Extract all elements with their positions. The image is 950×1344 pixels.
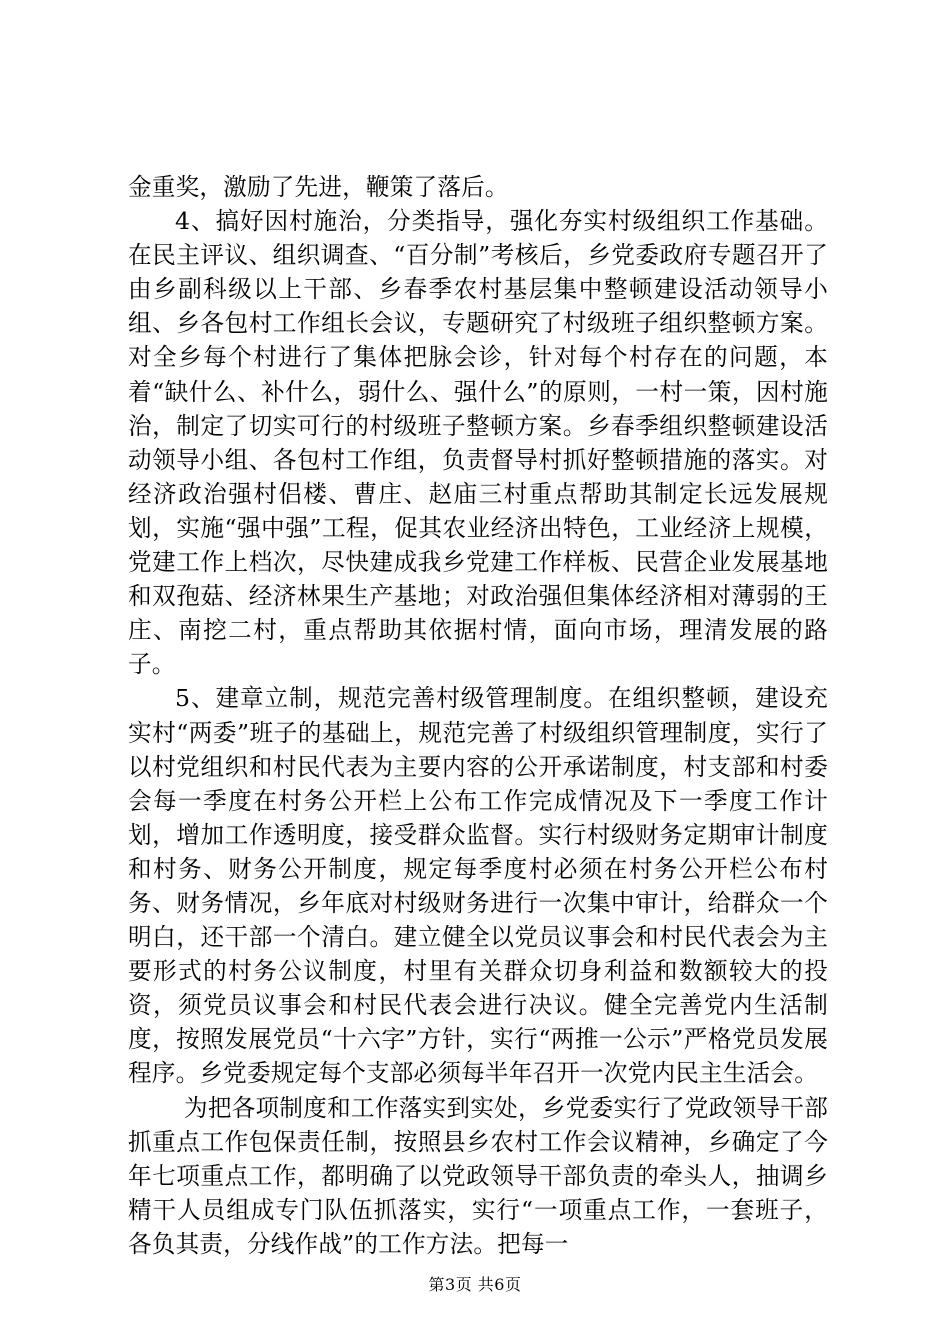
paragraph-implementation: 为把各项制度和工作落实到实处，乡党委实行了党政领导干部抓重点工作包保责任制，按照县乡农村工作会议精神，乡确定了今年七项重点工作，都明确了以党政领导干部负责的牵头人，抽调乡精干人员组成专门队伍抓落实，实行“一项重点工作，一套班子，各负其责，分线作战”的工作方法。把每一 [128,1093,828,1258]
page-number-footer: 第3页 共6页 [428,1275,522,1294]
paragraph-item-4: 4、搞好因村施治，分类指导，强化夯实村级组织工作基础。在民主评议、组织调查、“百分制”考核后，乡党委政府专题召开了由乡副科级以上干部、乡春季农村基层集中整顿建设活动领导小组、乡各包村工作组长会议，专题研究了村级班子组织整顿方案。对全乡每个村进行了集体把脉会诊，针对每个村存在的问题，本着“缺什么、补什么，弱什么、强什么”的原则，一村一策，因村施治，制定了切实可行的村级班子整顿方案。乡春季组织整顿建设活动领导小组、各包村工作组，负责督导村抓好整顿措施的落实。对经济政治强村侣楼、曹庄、赵庙三村重点帮助其制定长远发展规划，实施“强中强”工程，促其农业经济出特色，工业经济上规模，党建工作上档次，尽快建成我乡党建工作样板、民营企业发展基地和双孢菇、经济林果生产基地；对政治强但集体经济相对薄弱的王庄、南挖二村，重点帮助其依据村情，面向市场，理清发展的路子。 [128,207,828,679]
paragraph-continuation: 金重奖，激励了先进，鞭策了落后。 [128,173,509,201]
paragraph-item-5: 5、建章立制，规范完善村级管理制度。在组织整顿，建设充实村“两委”班子的基础上，规范完善了村级组织管理制度，实行了以村党组织和村民代表为主要内容的公开承诺制度，村支部和村委会每一季度在村务公开栏上公布工作完成情况及下一季度工作计划，增加工作透明度，接受群众监督。实行村级财务定期审计制度和村务、财务公开制度，规定每季度村必须在村务公开栏公布村务、财务情况，乡年底对村级财务进行一次集中审计，给群众一个明白，还干部一个清白。建立健全以党员议事会和村民代表会为主要形式的村务公议制度，村里有关群众切身利益和数额较大的投资，须党员议事会和村民代表会进行决议。健全完善党内生活制度，按照发展党员“十六字”方针，实行“两推一公示”严格党员发展程序。乡党委规定每个支部必须每半年召开一次党内民主生活会。 [128,684,828,1088]
document-body [128,170,828,1261]
